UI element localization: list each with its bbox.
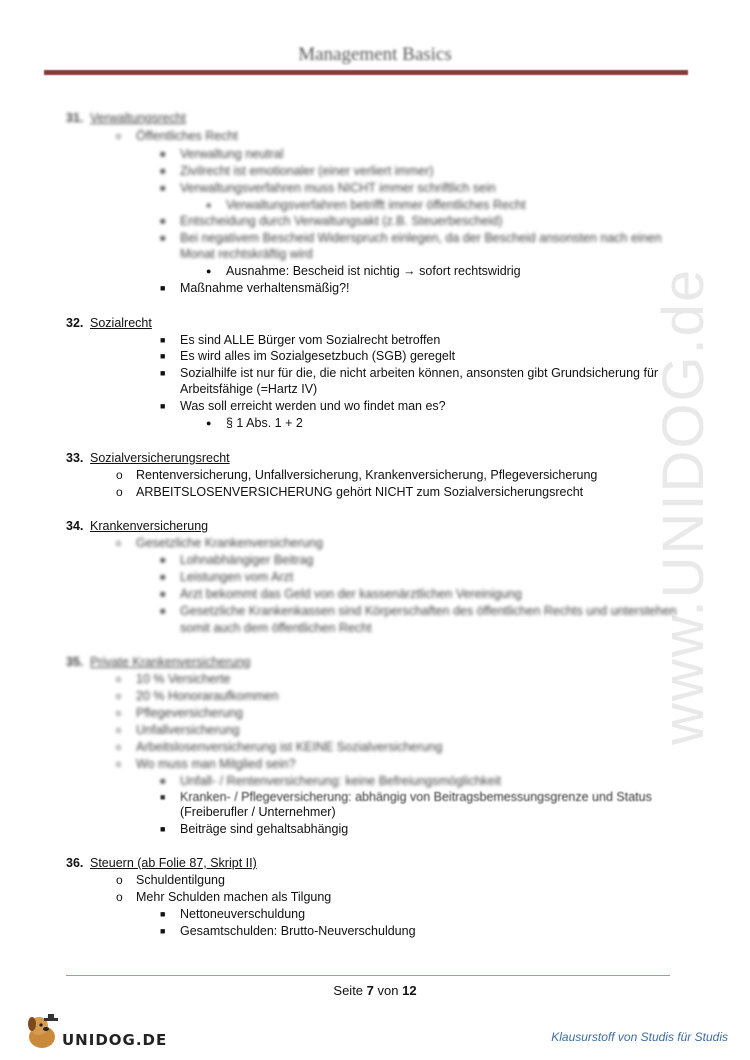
list-item: Schuldentilgung	[136, 873, 225, 887]
list-item: Nettoneuverschuldung	[180, 907, 306, 921]
list-item: Verwaltungsverfahren muss NICHT immer schriftlich sein	[180, 181, 496, 195]
square-bullet: ■	[160, 216, 166, 226]
square-bullet: ■	[160, 776, 166, 786]
list-item: Unfall- / Rentenversicherung: keine Befreiungsmöglichkeit	[180, 774, 501, 788]
footer-tagline: Klausurstoff von Studis für Studis	[551, 1030, 728, 1044]
square-bullet: ■	[160, 166, 166, 176]
list-item: Leistungen vom Arzt	[180, 570, 294, 584]
section-number: 34.	[66, 519, 84, 533]
list-item: ARBEITSLOSENVERSICHERUNG gehört NICHT zum Sozialversicherungsrecht	[136, 485, 584, 499]
square-bullet: ■	[160, 368, 166, 378]
list-item: Was soll erreicht werden und wo findet man es?	[180, 399, 446, 413]
list-item: Entscheidung durch Verwaltungsakt (z.B. Steuerbescheid)	[180, 214, 503, 228]
list-item: Ausnahme: Bescheid ist nichtig → sofort rechtswidrig	[226, 264, 521, 278]
list-item: Verwaltung neutral	[180, 147, 284, 161]
list-item: Lohnabhängiger Beitrag	[180, 553, 314, 567]
square-bullet: ■	[160, 233, 166, 243]
list-item: Beiträge sind gehaltsabhängig	[180, 822, 349, 836]
list-item: Unfallversicherung	[136, 723, 240, 737]
list-item: Pflegeversicherung	[136, 706, 244, 720]
list-item-continuation: Arbeitsfähige (=Hartz IV)	[180, 382, 318, 396]
dot-bullet: ●	[206, 266, 212, 276]
square-bullet: ■	[160, 824, 166, 834]
section-title: Verwaltungsrecht	[90, 111, 186, 125]
page-separator: von	[377, 983, 399, 998]
square-bullet: ■	[160, 351, 166, 361]
square-bullet: ■	[160, 183, 166, 193]
square-bullet: ■	[160, 792, 166, 802]
circle-bullet: o	[116, 691, 122, 701]
list-item: Rentenversicherung, Unfallversicherung, Krankenversicherung, Pflegeversicherung	[136, 468, 598, 482]
logo-text: UNIDOG.DE	[62, 1031, 168, 1049]
list-item: Bei negativem Bescheid Widerspruch einlegen, da der Bescheid ansonsten nach einen	[180, 231, 662, 245]
circle-bullet: o	[116, 468, 123, 482]
circle-bullet: o	[116, 538, 122, 548]
section-number: 31.	[66, 111, 84, 125]
list-item: Es sind ALLE Bürger vom Sozialrecht betroffen	[180, 333, 441, 347]
list-item: Sozialhilfe ist nur für die, die nicht arbeiten können, ansonsten gibt Grundsicherung für	[180, 366, 659, 380]
list-item-continuation: Monat rechtskräftig wird	[180, 247, 313, 261]
header-divider	[44, 70, 688, 75]
list-item: Kranken- / Pflegeversicherung: abhängig von Beitragsbemessungsgrenze und Status	[180, 790, 652, 804]
section-number: 32.	[66, 316, 84, 330]
watermark-text: www.UNIDOG.de	[651, 267, 716, 745]
list-item: Es wird alles im Sozialgesetzbuch (SGB) geregelt	[180, 349, 456, 363]
list-item: § 1 Abs. 1 + 2	[226, 416, 303, 430]
dot-bullet: ●	[206, 418, 212, 428]
list-item: Maßnahme verhaltensmäßig?!	[180, 281, 350, 295]
square-bullet: ■	[160, 401, 166, 411]
list-item: 20 % Honoraraufkommen	[136, 689, 279, 703]
list-item: Wo muss man Mitglied sein?	[136, 757, 296, 771]
circle-bullet: o	[116, 131, 122, 141]
list-item: Gesamtschulden: Brutto-Neuverschuldung	[180, 924, 416, 938]
dog-icon	[22, 1013, 62, 1051]
square-bullet: ■	[160, 589, 166, 599]
list-item: Öffentliches Recht	[136, 129, 238, 143]
section-title: Private Krankenversicherung	[90, 655, 251, 669]
section-number: 35.	[66, 655, 84, 669]
list-item: Arzt bekommt das Geld von der kassenärztlichen Vereinigung	[180, 587, 522, 601]
page-header-title: Management Basics	[298, 44, 452, 65]
section-title: Krankenversicherung	[90, 519, 209, 533]
section-title: Sozialrecht	[90, 316, 152, 330]
circle-bullet: o	[116, 890, 123, 904]
circle-bullet: o	[116, 725, 122, 735]
square-bullet: ■	[160, 606, 166, 616]
section-number: 36.	[66, 856, 84, 870]
list-item-continuation: (Freiberufler / Unternehmer)	[180, 805, 336, 819]
circle-bullet: o	[116, 873, 123, 887]
square-bullet: ■	[160, 572, 166, 582]
list-item: 10 % Versicherte	[136, 672, 231, 686]
dot-bullet: ●	[206, 200, 212, 210]
list-item: Mehr Schulden machen als Tilgung	[136, 890, 332, 904]
square-bullet: ■	[160, 149, 166, 159]
list-item-continuation: somit auch dem öffentlichen Recht	[180, 621, 372, 635]
circle-bullet: o	[116, 674, 122, 684]
unidog-logo	[22, 1013, 168, 1051]
list-item: Arbeitslosenversicherung ist KEINE Sozialversicherung	[136, 740, 443, 754]
circle-bullet: o	[116, 742, 122, 752]
list-item: Verwaltungsverfahren betrifft immer öffentliches Recht	[226, 198, 526, 212]
circle-bullet: o	[116, 485, 123, 499]
square-bullet: ■	[160, 283, 166, 293]
footer-divider	[66, 975, 670, 976]
list-item: Gesetzliche Krankenversicherung	[136, 536, 323, 550]
list-item: Zivilrecht ist emotionaler (einer verliert immer)	[180, 164, 434, 178]
page-total: 12	[402, 983, 417, 998]
circle-bullet: o	[116, 708, 122, 718]
section-number: 33.	[66, 451, 84, 465]
page-current: 7	[366, 983, 374, 998]
circle-bullet: o	[116, 759, 122, 769]
page-label: Seite	[333, 983, 364, 998]
section-title: Steuern (ab Folie 87, Skript II)	[90, 856, 257, 870]
list-item: Gesetzliche Krankenkassen sind Körperschaften des öffentlichen Rechts und unterstehen	[180, 604, 677, 618]
page-number	[0, 983, 750, 998]
section-title: Sozialversicherungsrecht	[90, 451, 230, 465]
square-bullet: ■	[160, 555, 166, 565]
square-bullet: ■	[160, 335, 166, 345]
square-bullet: ■	[160, 909, 166, 919]
square-bullet: ■	[160, 926, 166, 936]
